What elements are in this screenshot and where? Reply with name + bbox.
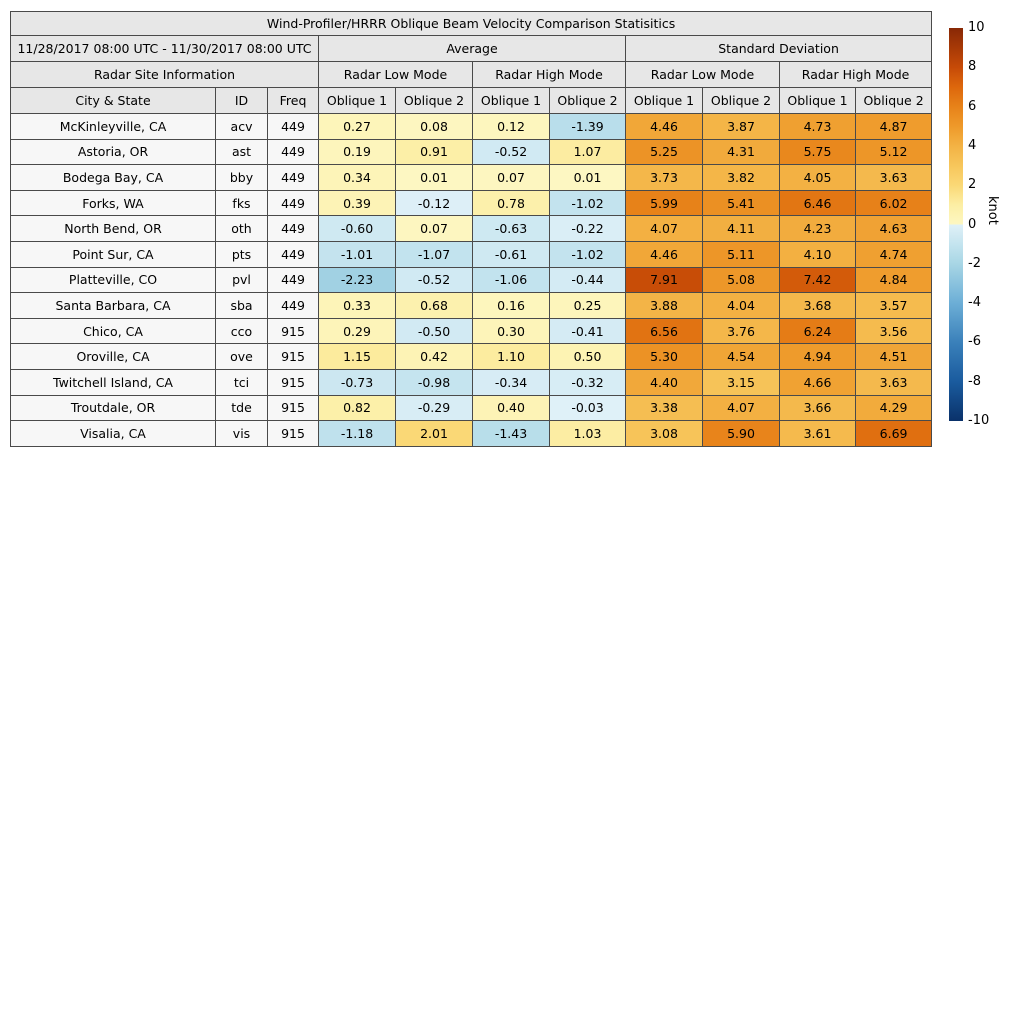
value-cell: -1.01 bbox=[319, 241, 396, 267]
value-cell: 4.63 bbox=[856, 216, 932, 242]
oblique-header: Oblique 2 bbox=[856, 88, 932, 114]
table-row bbox=[11, 293, 932, 319]
value-cell: 5.30 bbox=[626, 344, 703, 370]
city-cell: Bodega Bay, CA bbox=[11, 165, 216, 191]
freq-cell: 449 bbox=[268, 190, 319, 216]
value-cell: -0.60 bbox=[319, 216, 396, 242]
colorbar-gradient bbox=[949, 28, 963, 421]
value-cell: 4.07 bbox=[626, 216, 703, 242]
value-cell: -1.18 bbox=[319, 421, 396, 447]
oblique-header: Oblique 2 bbox=[550, 88, 626, 114]
std-group-header: Standard Deviation bbox=[626, 36, 932, 62]
value-cell: 7.91 bbox=[626, 267, 703, 293]
table-row bbox=[11, 318, 932, 344]
value-cell: 7.42 bbox=[780, 267, 856, 293]
value-cell: -2.23 bbox=[319, 267, 396, 293]
value-cell: -0.63 bbox=[473, 216, 550, 242]
colorbar-tick-label: 10 bbox=[968, 20, 985, 35]
value-cell: 4.66 bbox=[780, 369, 856, 395]
table-row bbox=[11, 267, 932, 293]
city-state-header: City & State bbox=[11, 88, 216, 114]
value-cell: -0.52 bbox=[473, 139, 550, 165]
freq-cell: 449 bbox=[268, 139, 319, 165]
value-cell: -0.32 bbox=[550, 369, 626, 395]
avg-low-mode-header: Radar Low Mode bbox=[319, 62, 473, 88]
value-cell: 3.15 bbox=[703, 369, 780, 395]
freq-cell: 915 bbox=[268, 421, 319, 447]
freq-cell: 449 bbox=[268, 241, 319, 267]
id-cell: tci bbox=[216, 369, 268, 395]
colorbar-tick-label: -4 bbox=[968, 295, 981, 311]
id-cell: cco bbox=[216, 318, 268, 344]
stats-table bbox=[10, 11, 932, 447]
colorbar-tick-label: -10 bbox=[968, 413, 990, 428]
id-header: ID bbox=[216, 88, 268, 114]
value-cell: 3.87 bbox=[703, 114, 780, 140]
colorbar-tick-label: -6 bbox=[968, 334, 981, 350]
value-cell: 0.27 bbox=[319, 114, 396, 140]
value-cell: -0.41 bbox=[550, 318, 626, 344]
value-cell: 5.12 bbox=[856, 139, 932, 165]
value-cell: 4.74 bbox=[856, 241, 932, 267]
value-cell: 0.40 bbox=[473, 395, 550, 421]
oblique-header: Oblique 1 bbox=[780, 88, 856, 114]
table-row bbox=[11, 190, 932, 216]
colorbar-tick-label: 8 bbox=[968, 59, 977, 75]
value-cell: -1.02 bbox=[550, 241, 626, 267]
colorbar-tick-label: -8 bbox=[968, 373, 981, 389]
id-cell: acv bbox=[216, 114, 268, 140]
value-cell: 1.03 bbox=[550, 421, 626, 447]
value-cell: 5.99 bbox=[626, 190, 703, 216]
value-cell: 6.56 bbox=[626, 318, 703, 344]
value-cell: 4.07 bbox=[703, 395, 780, 421]
value-cell: 0.01 bbox=[396, 165, 473, 191]
value-cell: -0.73 bbox=[319, 369, 396, 395]
table-row bbox=[11, 139, 932, 165]
freq-cell: 915 bbox=[268, 344, 319, 370]
colorbar-tick-label: 4 bbox=[968, 137, 977, 153]
city-cell: Santa Barbara, CA bbox=[11, 293, 216, 319]
std-high-mode-header: Radar High Mode bbox=[780, 62, 932, 88]
freq-cell: 915 bbox=[268, 318, 319, 344]
value-cell: 4.51 bbox=[856, 344, 932, 370]
value-cell: 0.39 bbox=[319, 190, 396, 216]
oblique-header: Oblique 2 bbox=[396, 88, 473, 114]
value-cell: 0.25 bbox=[550, 293, 626, 319]
value-cell: -0.61 bbox=[473, 241, 550, 267]
value-cell: 1.15 bbox=[319, 344, 396, 370]
value-cell: 0.01 bbox=[550, 165, 626, 191]
oblique-header: Oblique 2 bbox=[703, 88, 780, 114]
site-info-header: Radar Site Information bbox=[11, 62, 319, 88]
value-cell: 0.08 bbox=[396, 114, 473, 140]
colorbar-tick-label: 2 bbox=[968, 177, 977, 193]
city-cell: Twitchell Island, CA bbox=[11, 369, 216, 395]
value-cell: 4.10 bbox=[780, 241, 856, 267]
value-cell: 4.23 bbox=[780, 216, 856, 242]
id-cell: vis bbox=[216, 421, 268, 447]
value-cell: 0.91 bbox=[396, 139, 473, 165]
value-cell: -0.50 bbox=[396, 318, 473, 344]
value-cell: 0.42 bbox=[396, 344, 473, 370]
oblique-header: Oblique 1 bbox=[473, 88, 550, 114]
city-cell: Troutdale, OR bbox=[11, 395, 216, 421]
value-cell: 4.05 bbox=[780, 165, 856, 191]
freq-cell: 915 bbox=[268, 369, 319, 395]
value-cell: -0.12 bbox=[396, 190, 473, 216]
value-cell: 4.11 bbox=[703, 216, 780, 242]
value-cell: 5.11 bbox=[703, 241, 780, 267]
value-cell: -0.34 bbox=[473, 369, 550, 395]
table-row bbox=[11, 395, 932, 421]
value-cell: 4.40 bbox=[626, 369, 703, 395]
freq-cell: 449 bbox=[268, 293, 319, 319]
table-body bbox=[11, 114, 932, 447]
value-cell: 3.82 bbox=[703, 165, 780, 191]
value-cell: -1.02 bbox=[550, 190, 626, 216]
value-cell: 6.46 bbox=[780, 190, 856, 216]
value-cell: 0.12 bbox=[473, 114, 550, 140]
value-cell: 4.73 bbox=[780, 114, 856, 140]
value-cell: 0.34 bbox=[319, 165, 396, 191]
value-cell: -0.03 bbox=[550, 395, 626, 421]
avg-high-mode-header: Radar High Mode bbox=[473, 62, 626, 88]
value-cell: 5.75 bbox=[780, 139, 856, 165]
value-cell: 3.61 bbox=[780, 421, 856, 447]
value-cell: 3.56 bbox=[856, 318, 932, 344]
city-cell: Point Sur, CA bbox=[11, 241, 216, 267]
city-cell: North Bend, OR bbox=[11, 216, 216, 242]
table-row bbox=[11, 216, 932, 242]
value-cell: 3.63 bbox=[856, 165, 932, 191]
value-cell: -0.22 bbox=[550, 216, 626, 242]
city-cell: Oroville, CA bbox=[11, 344, 216, 370]
value-cell: 2.01 bbox=[396, 421, 473, 447]
value-cell: 0.78 bbox=[473, 190, 550, 216]
value-cell: 3.73 bbox=[626, 165, 703, 191]
value-cell: 4.84 bbox=[856, 267, 932, 293]
value-cell: 0.07 bbox=[396, 216, 473, 242]
value-cell: 3.63 bbox=[856, 369, 932, 395]
value-cell: 4.31 bbox=[703, 139, 780, 165]
table-row bbox=[11, 114, 932, 140]
value-cell: 5.90 bbox=[703, 421, 780, 447]
table-row bbox=[11, 369, 932, 395]
value-cell: 6.24 bbox=[780, 318, 856, 344]
value-cell: 3.57 bbox=[856, 293, 932, 319]
id-cell: pvl bbox=[216, 267, 268, 293]
value-cell: 0.16 bbox=[473, 293, 550, 319]
table-row bbox=[11, 165, 932, 191]
city-cell: Visalia, CA bbox=[11, 421, 216, 447]
city-cell: Platteville, CO bbox=[11, 267, 216, 293]
value-cell: 5.41 bbox=[703, 190, 780, 216]
id-cell: sba bbox=[216, 293, 268, 319]
value-cell: 4.04 bbox=[703, 293, 780, 319]
value-cell: 3.88 bbox=[626, 293, 703, 319]
value-cell: 3.68 bbox=[780, 293, 856, 319]
id-cell: ove bbox=[216, 344, 268, 370]
value-cell: 6.69 bbox=[856, 421, 932, 447]
chart-title: Wind-Profiler/HRRR Oblique Beam Velocity Comparison Statisitics bbox=[11, 12, 932, 36]
value-cell: 0.19 bbox=[319, 139, 396, 165]
value-cell: -1.43 bbox=[473, 421, 550, 447]
value-cell: 4.94 bbox=[780, 344, 856, 370]
freq-cell: 449 bbox=[268, 267, 319, 293]
id-cell: bby bbox=[216, 165, 268, 191]
value-cell: 1.07 bbox=[550, 139, 626, 165]
oblique-header: Oblique 1 bbox=[319, 88, 396, 114]
value-cell: 0.68 bbox=[396, 293, 473, 319]
value-cell: 4.29 bbox=[856, 395, 932, 421]
value-cell: 0.29 bbox=[319, 318, 396, 344]
value-cell: 0.82 bbox=[319, 395, 396, 421]
value-cell: -0.52 bbox=[396, 267, 473, 293]
colorbar-unit-label: knot bbox=[985, 196, 1000, 225]
id-cell: pts bbox=[216, 241, 268, 267]
table-row bbox=[11, 241, 932, 267]
city-cell: McKinleyville, CA bbox=[11, 114, 216, 140]
value-cell: 0.50 bbox=[550, 344, 626, 370]
value-cell: 3.76 bbox=[703, 318, 780, 344]
value-cell: 4.54 bbox=[703, 344, 780, 370]
date-range: 11/28/2017 08:00 UTC - 11/30/2017 08:00 UTC bbox=[11, 36, 319, 62]
value-cell: 3.08 bbox=[626, 421, 703, 447]
colorbar bbox=[949, 20, 1024, 428]
colorbar-tick-label: -2 bbox=[968, 255, 981, 271]
value-cell: 3.66 bbox=[780, 395, 856, 421]
table-row bbox=[11, 344, 932, 370]
value-cell: -1.39 bbox=[550, 114, 626, 140]
id-cell: fks bbox=[216, 190, 268, 216]
freq-cell: 449 bbox=[268, 165, 319, 191]
colorbar-tick-label: 0 bbox=[968, 216, 977, 232]
value-cell: 5.08 bbox=[703, 267, 780, 293]
value-cell: 0.30 bbox=[473, 318, 550, 344]
oblique-header: Oblique 1 bbox=[626, 88, 703, 114]
average-group-header: Average bbox=[319, 36, 626, 62]
id-cell: tde bbox=[216, 395, 268, 421]
value-cell: 0.07 bbox=[473, 165, 550, 191]
value-cell: 4.87 bbox=[856, 114, 932, 140]
value-cell: 0.33 bbox=[319, 293, 396, 319]
value-cell: 4.46 bbox=[626, 241, 703, 267]
value-cell: 3.38 bbox=[626, 395, 703, 421]
std-low-mode-header: Radar Low Mode bbox=[626, 62, 780, 88]
value-cell: -1.07 bbox=[396, 241, 473, 267]
city-cell: Chico, CA bbox=[11, 318, 216, 344]
freq-header: Freq bbox=[268, 88, 319, 114]
id-cell: ast bbox=[216, 139, 268, 165]
value-cell: 6.02 bbox=[856, 190, 932, 216]
freq-cell: 449 bbox=[268, 114, 319, 140]
id-cell: oth bbox=[216, 216, 268, 242]
value-cell: -1.06 bbox=[473, 267, 550, 293]
value-cell: -0.98 bbox=[396, 369, 473, 395]
table-row bbox=[11, 421, 932, 447]
value-cell: -0.44 bbox=[550, 267, 626, 293]
colorbar-tick-label: 6 bbox=[968, 98, 977, 114]
value-cell: 5.25 bbox=[626, 139, 703, 165]
city-cell: Forks, WA bbox=[11, 190, 216, 216]
freq-cell: 449 bbox=[268, 216, 319, 242]
value-cell: 4.46 bbox=[626, 114, 703, 140]
city-cell: Astoria, OR bbox=[11, 139, 216, 165]
value-cell: 1.10 bbox=[473, 344, 550, 370]
freq-cell: 915 bbox=[268, 395, 319, 421]
value-cell: -0.29 bbox=[396, 395, 473, 421]
